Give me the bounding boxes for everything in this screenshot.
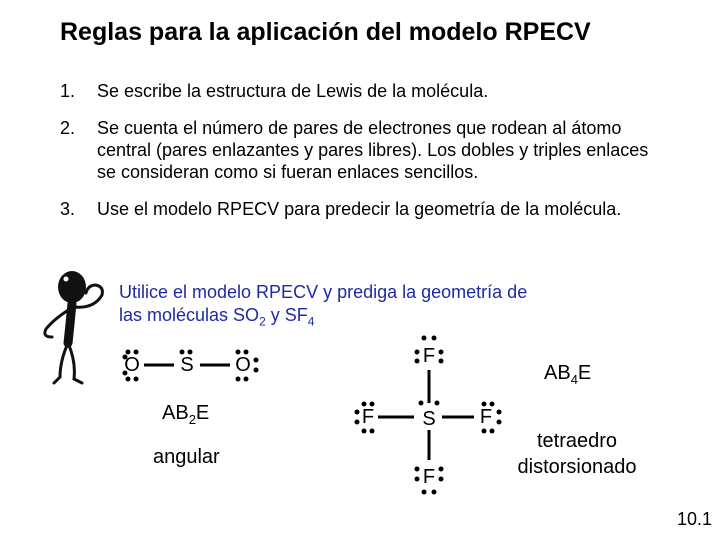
rule-number: 2. (60, 118, 76, 138)
rule-text: Use el modelo RPECV para predecir la geometría de la molécula. (97, 199, 622, 219)
so2-geometry: angular (153, 446, 220, 468)
sf4-sulfur-center: S (422, 408, 436, 430)
prompt-line-2b: y SF (265, 305, 308, 325)
so2-oxygen-left: O (124, 354, 140, 376)
slide-title: Reglas para la aplicación del modelo RPECV (60, 18, 591, 46)
prompt-sub-1: 2 (259, 314, 266, 329)
prompt-line-1: Utilice el modelo RPECV y prediga la geometría de (119, 282, 528, 302)
so2-classification (162, 402, 209, 427)
sf4-geometry (506, 428, 648, 480)
rule-text: Se cuenta el número de pares de electrones que rodean al átomo central (pares enlazantes y pares libres). Los dobles y triples enlaces se consideran como si fueran enlaces sencillos. (97, 118, 649, 182)
sf4-fluorine-left: F (361, 406, 375, 428)
sf4-fluorine-top: F (422, 345, 436, 367)
rule-text: Se escribe la estructura de Lewis de la molécula. (97, 81, 489, 101)
sf4-classification (544, 362, 591, 387)
prompt-sub-2: 4 (307, 314, 315, 329)
prompt-line-2a: las moléculas SO (119, 305, 260, 325)
so2-class-prefix: AB (162, 402, 189, 424)
rule-number: 3. (60, 199, 76, 219)
sf4-fluorine-bottom: F (422, 466, 436, 488)
sf4-class-suffix: E (577, 362, 592, 384)
sf4-geometry-line-1: tetraedro (536, 430, 618, 452)
sf4-class-sub: 4 (570, 372, 578, 387)
rule-number: 1. (60, 81, 76, 101)
so2-oxygen-right: O (235, 354, 251, 376)
so2-class-suffix: E (195, 402, 210, 424)
sf4-fluorine-right: F (479, 406, 493, 428)
page-number: 10.1 (676, 509, 712, 529)
sf4-class-prefix: AB (544, 362, 571, 384)
sf4-geometry-line-2: distorsionado (517, 456, 637, 478)
so2-class-sub: 2 (188, 412, 196, 427)
so2-sulfur-center: S (180, 354, 194, 376)
